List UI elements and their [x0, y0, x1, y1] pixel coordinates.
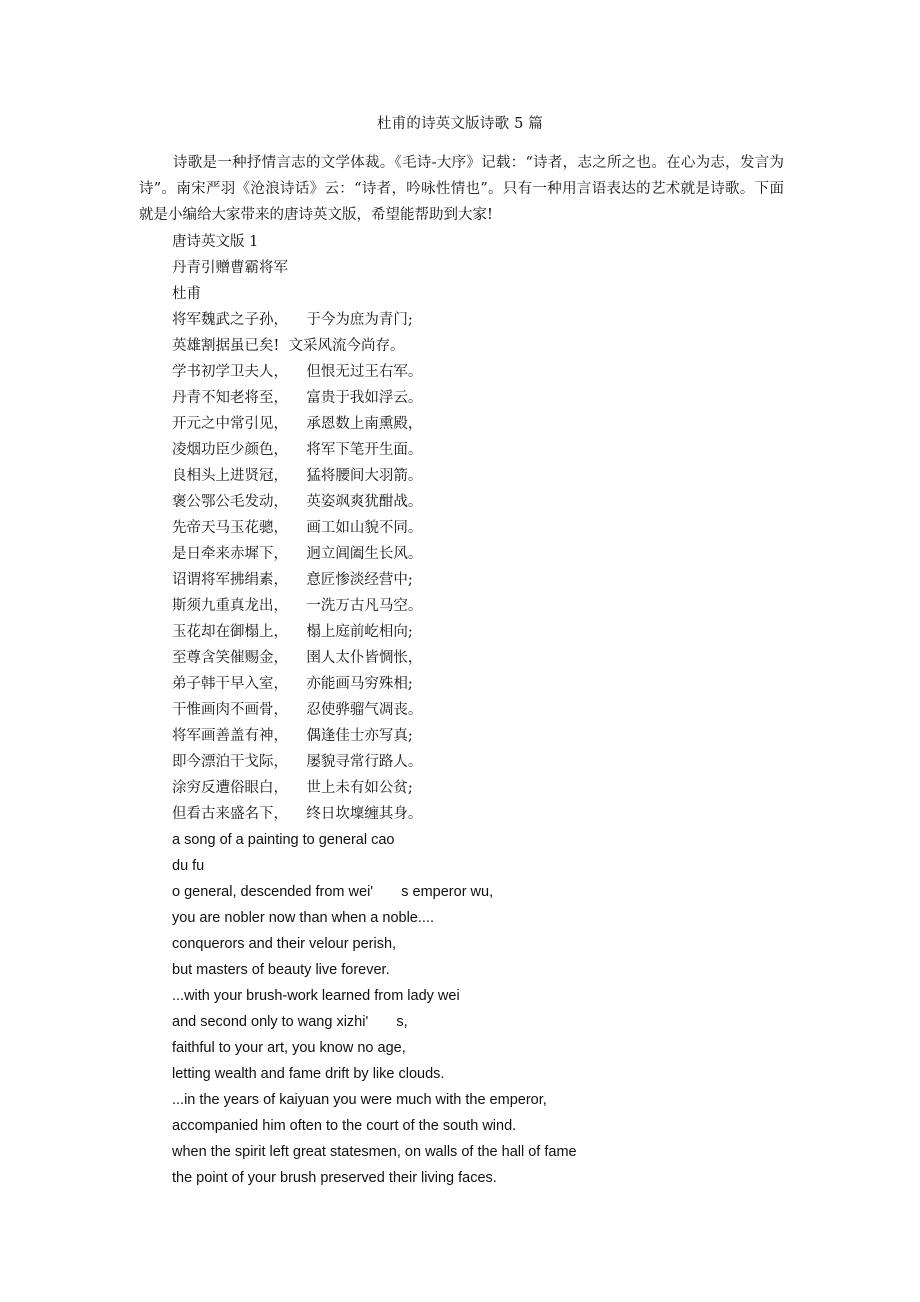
- poem-line: 涂穷反遭俗眼白， 世上未有如公贫;: [172, 780, 413, 796]
- poem-line: 学书初学卫夫人， 但恨无过王右军。: [172, 364, 423, 380]
- english-poem-line: you are nobler now than when a noble....: [172, 910, 434, 926]
- intro-text: 诗歌是一种抒情言志的文学体裁。《毛诗-大序》记载：“诗者，志之所之也。在心为志，发言为诗”。南宋严羽《沧浪诗话》云：“诗者，吟咏性情也”。只有一种用言语表达的艺术就是诗歌。下面就是小编给大家带来的唐诗英文版，希望能帮助到大家!: [139, 155, 784, 223]
- english-poem-line: o general, descended from wei' s emperor wu,: [172, 884, 494, 900]
- document-title: 杜甫的诗英文版诗歌 5 篇: [376, 116, 544, 132]
- poem-line: 即今漂泊干戈际， 屡貌寻常行路人。: [172, 754, 423, 770]
- english-poem-line: when the spirit left great statesmen, on walls of the hall of fame: [172, 1144, 577, 1160]
- english-poem-title: a song of a painting to general cao: [172, 832, 395, 848]
- english-poem-line: but masters of beauty live forever.: [172, 962, 390, 978]
- poem-line: 但看古来盛名下， 终日坎壈缠其身。: [172, 806, 423, 822]
- chinese-poem: [172, 229, 422, 827]
- poem-line: 至尊含笑催赐金， 圉人太仆皆惆怅，: [172, 650, 423, 666]
- english-poem-line: the point of your brush preserved their living faces.: [172, 1170, 497, 1186]
- english-poem-line: ...in the years of kaiyuan you were much with the emperor,: [172, 1092, 547, 1108]
- poem-line: 斯须九重真龙出， 一洗万古凡马空。: [172, 598, 423, 614]
- english-poem-line: accompanied him often to the court of the south wind.: [172, 1118, 517, 1134]
- poem-line: 英雄割据虽已矣! 文采风流今尚存。: [172, 338, 405, 354]
- poem-line: 干惟画肉不画骨， 忍使骅骝气凋丧。: [172, 702, 423, 718]
- poem-line: 开元之中常引见， 承恩数上南熏殿，: [172, 416, 423, 432]
- poem-line: 丹青不知老将至， 富贵于我如浮云。: [172, 390, 423, 406]
- poem-line: 玉花却在御榻上， 榻上庭前屹相向;: [172, 624, 413, 640]
- poem-line: 将军魏武之子孙， 于今为庶为青门;: [172, 312, 413, 328]
- intro-paragraph: [139, 150, 784, 228]
- section-heading: 唐诗英文版 1: [172, 234, 259, 250]
- poem-line: 先帝天马玉花骢， 画工如山貌不同。: [172, 520, 423, 536]
- poem-line: 褒公鄂公毛发动， 英姿飒爽犹酣战。: [172, 494, 423, 510]
- english-poem: [172, 827, 577, 1191]
- poem-line: 将军画善盖有神， 偶逢佳士亦写真;: [172, 728, 413, 744]
- poem-line: 凌烟功臣少颜色， 将军下笔开生面。: [172, 442, 423, 458]
- poem-line: 弟子韩干早入室， 亦能画马穷殊相;: [172, 676, 413, 692]
- poem-title: 丹青引赠曹霸将军: [172, 260, 288, 276]
- poem-author: 杜甫: [172, 286, 201, 302]
- english-poem-line: letting wealth and fame drift by like clouds.: [172, 1066, 445, 1082]
- english-poem-line: conquerors and their velour perish,: [172, 936, 397, 952]
- poem-line: 是日牵来赤墀下， 迥立阊阖生长风。: [172, 546, 423, 562]
- english-poem-line: faithful to your art, you know no age,: [172, 1040, 406, 1056]
- english-poem-line: and second only to wang xizhi' s,: [172, 1014, 408, 1030]
- english-poem-author: du fu: [172, 858, 205, 874]
- english-poem-line: ...with your brush-work learned from lady wei: [172, 988, 460, 1004]
- poem-line: 诏谓将军拂绢素， 意匠惨淡经营中;: [172, 572, 413, 588]
- poem-line: 良相头上进贤冠， 猛将腰间大羽箭。: [172, 468, 423, 484]
